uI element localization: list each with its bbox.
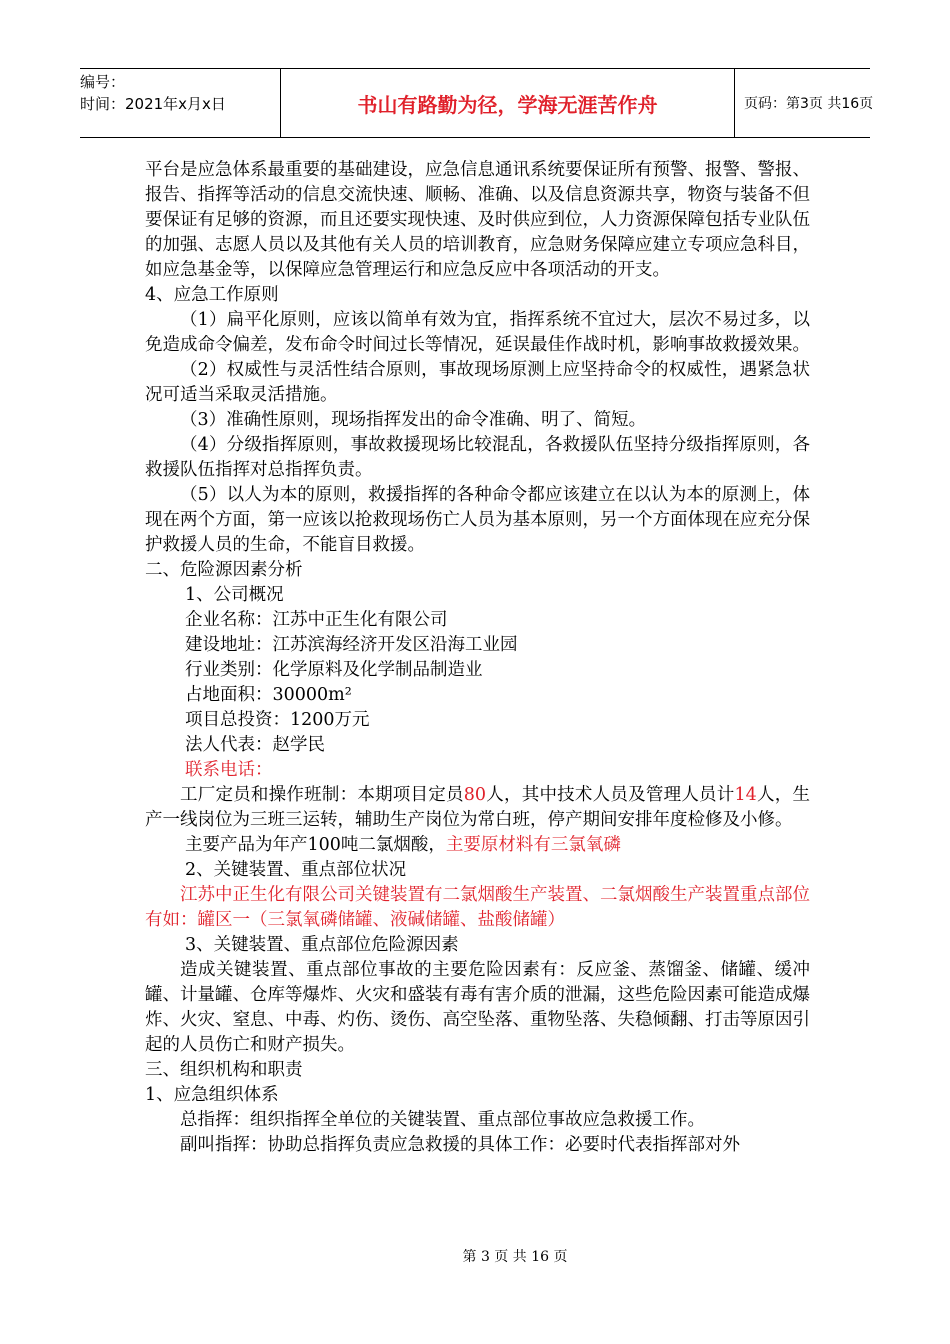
staffing-total: 80 <box>463 785 487 805</box>
company-address: 建设地址：江苏滨海经济开发区沿海工业园 <box>185 635 518 655</box>
company-area: 占地面积：30000m² <box>185 685 352 705</box>
company-name: 企业名称：江苏中正生化有限公司 <box>185 610 448 630</box>
paragraph: 造成关键装置、重点部位事故的主要危险因素有：反应釜、蒸馏釜、储罐、缓冲罐、计量罐、仓库等爆炸、火灾和盛装有毒有害介质的泄漏，这些危险因素可能造成爆炸、火灾、窒息、中毒、灼伤、烫伤、高空坠落、重物坠落、失稳倾翻、打击等原因引起的人员伤亡和财产损失。 <box>145 960 810 1055</box>
header-motto: 书山有路勤为径，学海无涯苦作舟 <box>280 69 735 137</box>
section-heading: 4、应急工作原则 <box>145 285 279 305</box>
company-legal-rep: 法人代表：赵学民 <box>185 735 325 755</box>
paragraph-staffing <box>145 783 810 833</box>
section-heading: 三、组织机构和职责 <box>145 1060 303 1080</box>
subsection-heading: 1、应急组织体系 <box>145 1085 279 1105</box>
subsection-heading: 2、关键装置、重点部位状况 <box>185 860 407 880</box>
paragraph: 平台是应急体系最重要的基础建设，应急信息通讯系统要保证所有预警、报警、警报、报告、指挥等活动的信息交流快速、顺畅、准确、以及信息资源共享，物资与装备不但要保证有足够的资源，而且还要实现快速、及时供应到位，人力资源保障包括专业队伍的加强、志愿人员以及其他有关人员的培训教育，应急财务保障应建立专项应急科目，如应急基金等，以保障应急管理运行和应急反应中各项活动的开支。 <box>145 160 810 280</box>
document-time: 时间：2021年x月x日 <box>80 95 226 113</box>
raw-materials-text: 主要原材料有三氯氧磷 <box>445 835 621 855</box>
paragraph: （2）权威性与灵活性结合原则，事故现场原测上应坚持命令的权威性，遇紧急状况可适当采取灵活措施。 <box>145 360 810 405</box>
header-meta <box>80 69 280 139</box>
paragraph: （1）扁平化原则，应该以简单有效为宜，指挥系统不宜过大，层次不易过多，以免造成命令偏差，发布命令时间过长等情况，延误最佳作战时机，影响事故救援效果。 <box>145 310 810 355</box>
paragraph: （4）分级指挥原则，事故救援现场比较混乱，各救援队伍坚持分级指挥原则，各救援队伍指挥对总指挥负责。 <box>145 435 810 480</box>
section-heading: 二、危险源因素分析 <box>145 560 303 580</box>
paragraph-products <box>145 833 810 858</box>
staffing-text-3: 人，生产一线岗位为三班三运转，辅助生产岗位为常白班，停产期间安排年度检修及小修。 <box>145 785 811 830</box>
document-number: 编号： <box>80 73 126 91</box>
company-industry: 行业类别：化学原料及化学制品制造业 <box>185 660 483 680</box>
page-header <box>80 68 874 138</box>
header-page-number: 页码：第3页 共16页 <box>744 96 874 112</box>
paragraph: 副叫指挥：协助总指挥负责应急救援的具体工作：必要时代表指挥部对外 <box>180 1135 740 1155</box>
subsection-heading: 1、公司概况 <box>185 585 284 605</box>
subsection-heading: 3、关键装置、重点部位危险源因素 <box>185 935 459 955</box>
paragraph-key-units: 江苏中正生化有限公司关键装置有二氯烟酸生产装置、二氯烟酸生产装置重点部位有如：罐区一（三氯氧磷储罐、液碱储罐、盐酸储罐） <box>145 885 810 930</box>
staffing-managers: 14 <box>734 785 757 805</box>
staffing-text-2: 人，其中技术人员及管理人员计 <box>486 785 735 805</box>
paragraph: 总指挥：组织指挥全单位的关键装置、重点部位事故应急救援工作。 <box>180 1110 705 1130</box>
products-text: 主要产品为年产100吨二氯烟酸， <box>185 835 446 855</box>
paragraph: （5）以人为本的原则，救援指挥的各种命令都应该建立在以认为本的原测上，体现在两个方面，第一应该以抢救现场伤亡人员为基本原则，另一个方面体现在应充分保护救援人员的生命，不能盲目救援。 <box>145 485 810 555</box>
company-phone: 联系电话： <box>185 760 273 780</box>
staffing-text-1: 工厂定员和操作班制：本期项目定员 <box>180 785 464 805</box>
page-footer: 第 3 页 共 16 页 <box>462 1249 568 1265</box>
company-investment: 项目总投资：1200万元 <box>185 710 370 730</box>
paragraph: （3）准确性原则，现场指挥发出的命令准确、明了、简短。 <box>180 410 647 430</box>
document-body <box>145 158 810 1158</box>
